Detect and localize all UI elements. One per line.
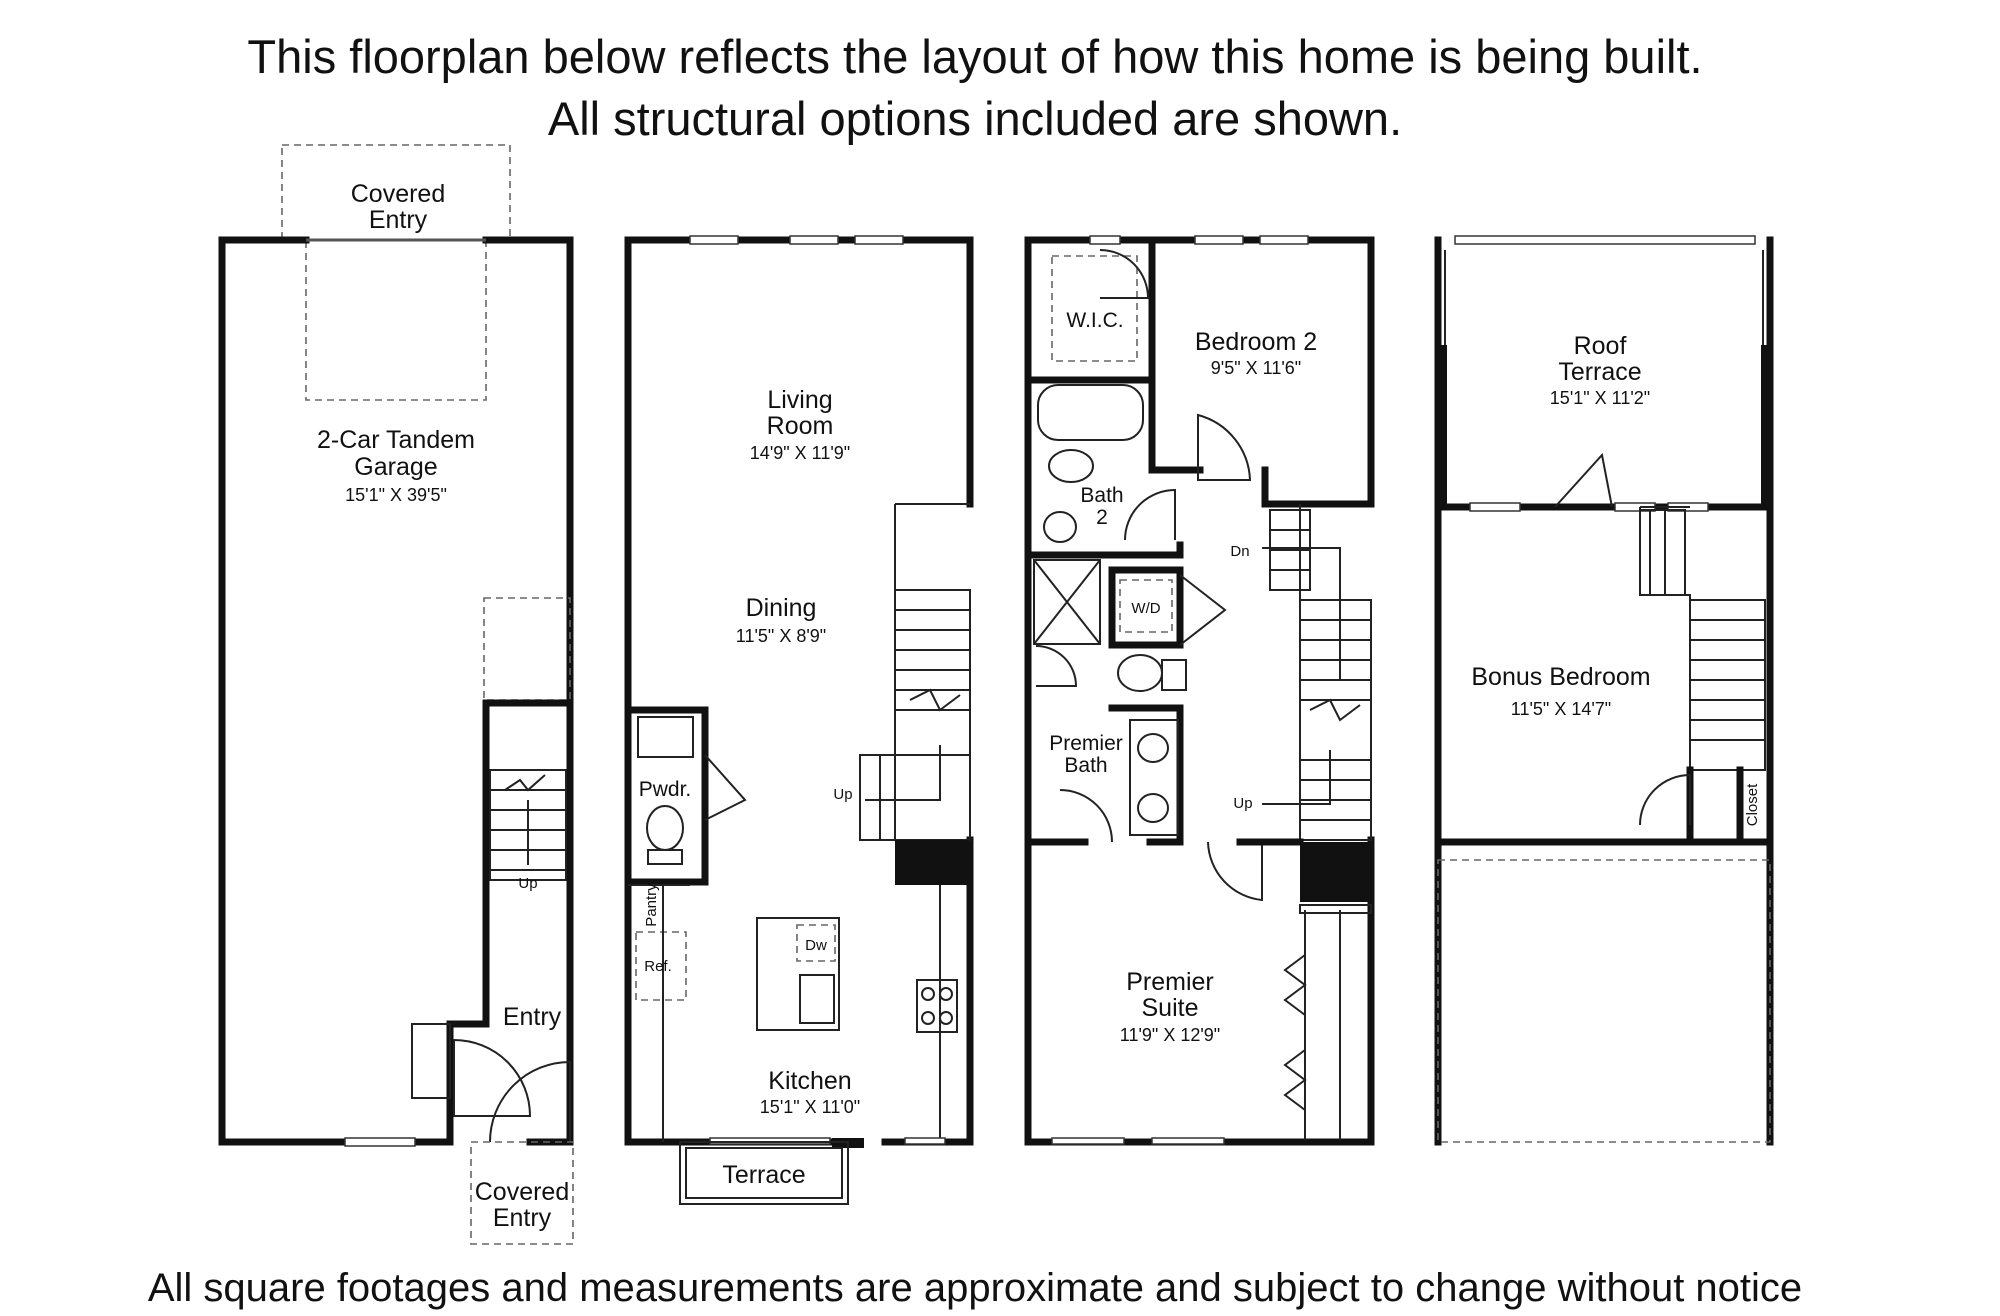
powder-toilet	[647, 806, 683, 850]
premier-suite-dimensions: 11'9" X 12'9"	[1119, 1025, 1221, 1045]
level3-wall-outer	[1028, 240, 1371, 1142]
bath2-label-line1: Bath	[1080, 484, 1124, 507]
covered-entry-top-line2: Entry	[368, 206, 428, 234]
dining-dimensions: 11'5" X 8'9"	[735, 626, 827, 646]
powder-door-swing	[705, 755, 745, 820]
living-room-label-line2: Room	[766, 412, 834, 440]
entry-step	[412, 1024, 450, 1098]
dining-label: Dining	[745, 594, 817, 622]
powder-room-label: Pwdr.	[638, 778, 692, 801]
premier-toilet	[1118, 655, 1162, 691]
washer-dryer-label: W/D	[1131, 600, 1161, 617]
suite-closet-bifold-2	[1285, 1050, 1305, 1110]
bath2-toilet	[1049, 450, 1093, 482]
page-footer: All square footages and measurements are approximate and subject to change without notice	[147, 1266, 1803, 1310]
premier-bath-door-swing	[1060, 790, 1112, 842]
garage-label-line1: 2-Car Tandem	[317, 426, 475, 454]
bath2-wall	[1028, 545, 1180, 555]
bonus-closet-door-swing	[1640, 775, 1690, 825]
header-line-2: All structural options included are shown.	[547, 92, 1403, 145]
level-3-plan	[1028, 236, 1371, 1144]
premier-vanity	[1130, 720, 1178, 835]
roof-terrace-door-swing	[1555, 455, 1612, 507]
garage-stair-up-label: Up	[518, 875, 538, 892]
bedroom2-dimensions: 9'5" X 11'6"	[1210, 358, 1302, 378]
bath2-sink	[1044, 512, 1076, 542]
terrace-label: Terrace	[722, 1161, 806, 1189]
entry-door-swing	[454, 1040, 530, 1116]
wic-label: W.I.C.	[1066, 309, 1124, 332]
suite-closet-bifold-1	[1285, 955, 1305, 1015]
living-room-dimensions: 14'9" X 11'9"	[749, 443, 851, 463]
stair-landing-outline	[484, 598, 570, 700]
premier-suite-label-line1: Premier	[1126, 968, 1214, 996]
range	[917, 980, 957, 1032]
covered-entry-top-line1: Covered	[350, 180, 446, 208]
closet-label: Closet	[1744, 783, 1761, 827]
shower-door-swing	[1036, 646, 1076, 686]
ref-label: Ref.	[644, 958, 672, 975]
level4-stair	[1640, 507, 1765, 770]
bedroom2-label: Bedroom 2	[1194, 328, 1318, 356]
level2-stair-well	[895, 504, 970, 840]
bonus-bedroom-dimensions: 11'5" X 14'7"	[1510, 699, 1612, 719]
front-door-swing	[490, 1062, 570, 1142]
entry-label: Entry	[502, 1003, 562, 1031]
garage-wall-left	[222, 240, 450, 1142]
level3-stair-dn-label: Dn	[1230, 543, 1250, 560]
garage-stair	[490, 770, 566, 880]
level2-stair	[860, 590, 970, 885]
pantry-label: Pantry	[643, 883, 660, 927]
laundry-door-swing	[1180, 575, 1225, 645]
powder-sink	[638, 717, 693, 757]
bath2-door-swing	[1125, 490, 1175, 540]
wic-door-swing	[1100, 250, 1148, 298]
roof-terrace-label-line2: Terrace	[1558, 358, 1642, 386]
island-sink	[800, 975, 834, 1023]
garage-door-outline	[306, 240, 486, 400]
kitchen-label: Kitchen	[768, 1067, 852, 1095]
premier-sink-2	[1138, 794, 1168, 822]
garage-dimensions: 15'1" X 39'5"	[345, 485, 447, 505]
level2-stair-up-label: Up	[833, 786, 853, 803]
bedroom2-wall	[1152, 380, 1371, 504]
level3-wall-top	[1028, 240, 1371, 504]
premier-bath-label-line2: Bath	[1064, 754, 1108, 777]
level-4-plan	[1438, 236, 1770, 1142]
premier-suite-door-swing	[1208, 842, 1262, 900]
level-2-plan	[628, 236, 970, 1204]
premier-suite-label-line2: Suite	[1141, 994, 1199, 1022]
entry-core-wall	[450, 703, 570, 1142]
covered-entry-bottom-line1: Covered	[474, 1178, 570, 1206]
roof-terrace-dimensions: 15'1" X 11'2"	[1549, 388, 1651, 408]
bath2-tub	[1038, 385, 1143, 440]
garage-window-bottom	[345, 1138, 415, 1146]
premier-sink-1	[1138, 734, 1168, 762]
level-1-plan	[222, 145, 573, 1244]
covered-entry-bottom-line2: Entry	[492, 1204, 552, 1232]
roof-terrace-label-line1: Roof	[1573, 332, 1627, 360]
kitchen-dimensions: 15'1" X 11'0"	[759, 1097, 861, 1117]
level3-stair-up-label: Up	[1233, 795, 1253, 812]
dishwasher-label: Dw	[805, 937, 827, 954]
bonus-closet-wall	[1690, 770, 1740, 840]
garage-label-line2: Garage	[354, 453, 438, 481]
header-line-1: This floorplan below reflects the layout of how this home is being built.	[247, 30, 1703, 83]
roof-terrace-sides	[1445, 250, 1763, 345]
bath2-label-line2: 2	[1096, 506, 1108, 529]
roof-terrace-rail	[1455, 236, 1755, 244]
premier-bath-label-line1: Premier	[1049, 732, 1123, 755]
bonus-bedroom-label: Bonus Bedroom	[1471, 663, 1651, 691]
level4-open-below-outline	[1438, 860, 1770, 1142]
level2-wall-top	[628, 240, 970, 504]
living-room-label-line1: Living	[767, 386, 833, 414]
bedroom2-door-swing	[1198, 415, 1250, 480]
